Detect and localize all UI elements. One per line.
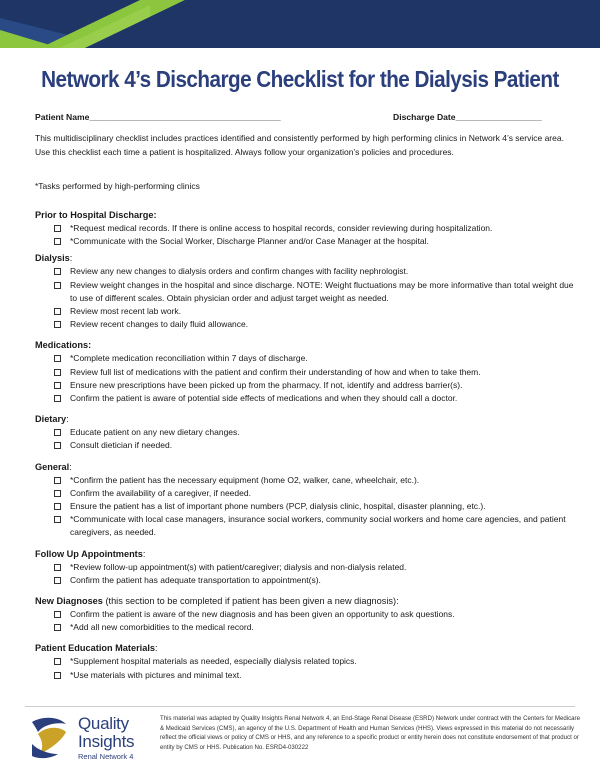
checklist-item[interactable]: *Review follow-up appointment(s) with patient/caregiver; dialysis and non-dialysis related.: [35, 561, 575, 574]
checklist-item[interactable]: Confirm the patient is aware of the new diagnosis and has been given an opportunity to ask questions.: [35, 608, 575, 621]
checkbox-icon[interactable]: [54, 382, 61, 389]
checkbox-icon[interactable]: [54, 429, 61, 436]
section-items-prior-discharge: [35, 222, 575, 248]
checklist-item[interactable]: Confirm the availability of a caregiver, if needed.: [35, 487, 575, 500]
page-title: Network 4’s Discharge Checklist for the Dialysis Patient: [41, 66, 559, 92]
section-heading-dietary: Dietary:: [35, 414, 69, 425]
checkbox-icon[interactable]: [54, 564, 61, 571]
header-banner-graphic: [0, 0, 600, 48]
checklist-item[interactable]: *Request medical records. If there is online access to hospital records, consider reviewing during hospitalization.: [35, 222, 575, 235]
section-items-general: [35, 474, 575, 540]
section-items-follow-up: [35, 561, 575, 587]
checkbox-icon[interactable]: [54, 238, 61, 245]
checkbox-icon[interactable]: [54, 672, 61, 679]
checkbox-icon[interactable]: [54, 268, 61, 275]
checkbox-icon[interactable]: [54, 321, 61, 328]
section-heading-dialysis: Dialysis:: [35, 253, 73, 264]
section-heading-education: Patient Education Materials:: [35, 643, 158, 654]
checkbox-icon[interactable]: [54, 355, 61, 362]
checklist-item[interactable]: *Communicate with local case managers, insurance social workers, community social workers and home care agencies, and patient caregivers, as needed.: [35, 513, 575, 539]
checkbox-icon[interactable]: [54, 577, 61, 584]
discharge-date-field[interactable]: Discharge Date__________________: [393, 112, 542, 122]
section-heading-follow-up: Follow Up Appointments:: [35, 548, 146, 559]
footer-disclaimer: This material was adapted by Quality Insights Renal Network 4, an End-Stage Renal Disease (ESRD) Network under contract with the Centers for Medicare & Medicaid Services (CMS), an agency of the U.S. Department of Health and Human Services (HHS). Views expressed in this material do not necessarily reflect the official views or policy of CMS or HHS, and any reference to a specific product or entity herein does not constitute endorsement of that product or entity by CMS or HHS. Publication No. ESRD4-030222: [160, 715, 580, 751]
footer-divider: [25, 706, 575, 707]
logo-text-quality: Quality: [78, 714, 129, 733]
checklist-item[interactable]: *Complete medication reconciliation within 7 days of discharge.: [35, 352, 575, 365]
checkbox-icon[interactable]: [54, 516, 61, 523]
quality-insights-logo-mark-icon: [28, 714, 70, 760]
checklist-item[interactable]: Ensure new prescriptions have been picked up from the pharmacy. If not, identify and address barrier(s).: [35, 379, 575, 392]
checkbox-icon[interactable]: [54, 477, 61, 484]
tasks-note: *Tasks performed by high-performing clinics: [35, 181, 200, 191]
checklist-item[interactable]: *Communicate with the Social Worker, Discharge Planner and/or Case Manager at the hospital.: [35, 235, 575, 248]
checklist-item[interactable]: *Add all new comorbidities to the medical record.: [35, 621, 575, 634]
checkbox-icon[interactable]: [54, 658, 61, 665]
checklist-item[interactable]: Review any new changes to dialysis orders and confirm changes with facility nephrologist.: [35, 265, 575, 278]
checklist-item[interactable]: *Use materials with pictures and minimal text.: [35, 669, 575, 682]
checklist-item[interactable]: Review weight changes in the hospital and since discharge. NOTE: Weight fluctuations may be more informative than total weight due to use of different scales. Obtain physician order and adjust target weight as needed.: [35, 279, 575, 305]
section-items-medications: [35, 352, 575, 405]
checklist-item[interactable]: Ensure the patient has a list of important phone numbers (PCP, dialysis clinic, hospital, disaster planning, etc.).: [35, 500, 575, 513]
header-banner: [0, 0, 600, 48]
checklist-item[interactable]: *Supplement hospital materials as needed, especially dialysis related topics.: [35, 655, 575, 668]
checkbox-icon[interactable]: [54, 611, 61, 618]
section-items-new-diagnoses: [35, 608, 575, 634]
section-heading-new-diagnoses: New Diagnoses (this section to be completed if patient has been given a new diagnosis):: [35, 596, 399, 607]
checklist-item[interactable]: *Confirm the patient has the necessary equipment (home O2, walker, cane, wheelchair, etc.).: [35, 474, 575, 487]
checkbox-icon[interactable]: [54, 369, 61, 376]
checklist-item[interactable]: Review recent changes to daily fluid allowance.: [35, 318, 575, 331]
checkbox-icon[interactable]: [54, 490, 61, 497]
section-heading-general: General:: [35, 461, 72, 472]
logo-text-renal-network: Renal Network 4: [78, 752, 134, 761]
section-heading-prior-discharge: Prior to Hospital Discharge:: [35, 210, 157, 220]
checklist-item[interactable]: Review most recent lab work.: [35, 305, 575, 318]
section-heading-medications: Medications:: [35, 340, 92, 351]
checklist-item[interactable]: Consult dietician if needed.: [35, 439, 575, 452]
quality-insights-logo: [24, 712, 154, 764]
checklist: [35, 205, 575, 682]
checkbox-icon[interactable]: [54, 282, 61, 289]
logo-text-insights: Insights: [78, 732, 135, 751]
checkbox-icon[interactable]: [54, 395, 61, 402]
checklist-item[interactable]: Educate patient on any new dietary changes.: [35, 426, 575, 439]
checkbox-icon[interactable]: [54, 503, 61, 510]
checkbox-icon[interactable]: [54, 624, 61, 631]
checkbox-icon[interactable]: [54, 308, 61, 315]
section-items-dietary: [35, 426, 575, 452]
checklist-item[interactable]: Confirm the patient has adequate transportation to appointment(s).: [35, 574, 575, 587]
section-items-education: [35, 655, 575, 681]
checklist-item[interactable]: Confirm the patient is aware of potential side effects of medications and when they should call a doctor.: [35, 392, 575, 405]
checklist-item[interactable]: Review full list of medications with the patient and confirm their understanding of how and when to take them.: [35, 366, 575, 379]
section-items-dialysis: [35, 265, 575, 331]
intro-paragraph: This multidisciplinary checklist includes practices identified and consistently performed by high performing clinics in Network 4’s service area. Use this checklist each time a patient is hospitalized. Always follow your organization’s policies and procedures.: [35, 133, 564, 157]
checkbox-icon[interactable]: [54, 225, 61, 232]
patient-name-field[interactable]: Patient Name________________________________________: [35, 112, 281, 122]
checkbox-icon[interactable]: [54, 442, 61, 449]
